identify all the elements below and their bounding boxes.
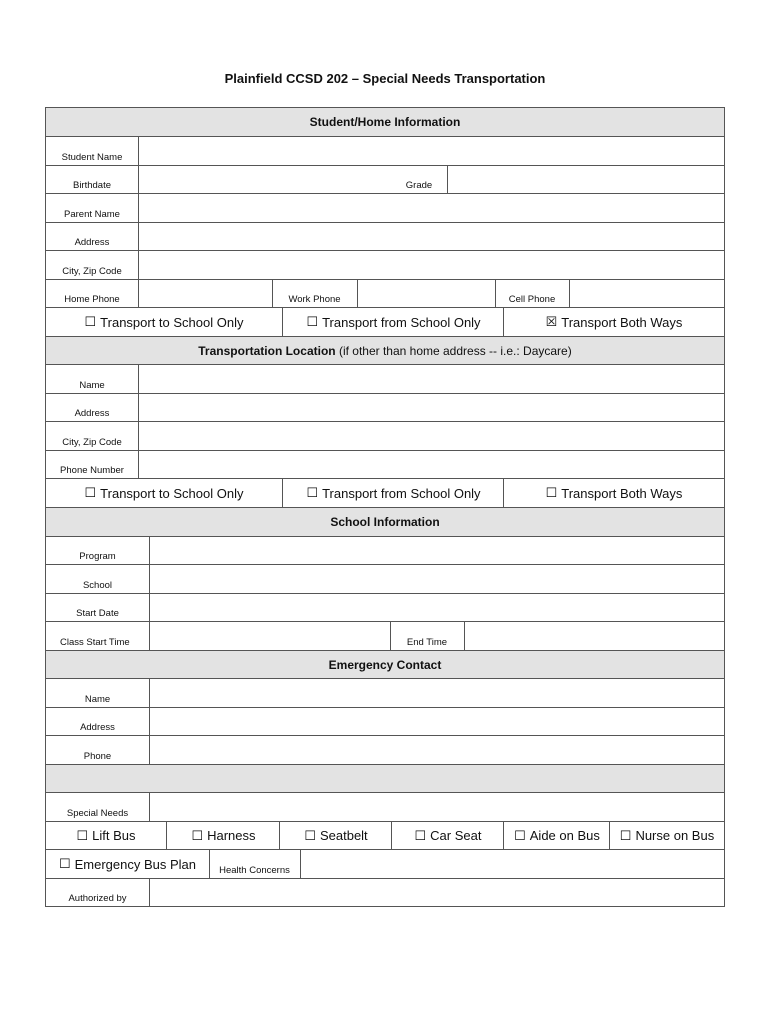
location-transport-to-school-option[interactable] [46,479,282,507]
phones-row [46,280,724,308]
transportation-location-header [46,337,724,365]
transportation-location-note: (if other than home address -- i.e.: Daycare) [335,343,572,358]
checkbox-icon[interactable]: ☐ [191,827,204,843]
option-label: Aide on Bus [529,828,600,843]
city-zip-field[interactable] [138,251,724,279]
birthdate-row [46,166,724,194]
address-label: Address [74,237,110,248]
option-label: Lift Bus [92,828,136,843]
emergency-name-row [46,679,724,708]
location-phone-row [46,451,724,479]
school-row [46,565,724,594]
checkbox-icon[interactable]: ☐ [306,485,319,500]
start-date-label: Start Date [76,608,119,619]
needs-options-row [46,822,724,850]
home-phone-label: Home Phone [64,294,120,305]
student-name-row [46,137,724,166]
work-phone-label: Work Phone [288,294,341,305]
end-time-field[interactable] [464,622,724,650]
emergency-address-field[interactable] [149,708,724,735]
student-name-field[interactable] [138,137,724,165]
home-phone-field[interactable] [138,280,272,307]
emergency-phone-label: Phone [83,751,112,762]
checkbox-icon[interactable]: ☐ [84,485,97,500]
emergency-name-field[interactable] [149,679,724,707]
student-transport-both-ways-option[interactable] [503,308,724,336]
option-label: Transport Both Ways [561,485,683,501]
checkbox-icon[interactable]: ☐ [414,827,427,843]
checkbox-icon[interactable]: ☐ [545,485,558,500]
option-label: Transport Both Ways [561,314,683,330]
school-label: School [82,580,113,591]
aide-on-bus-option[interactable] [503,822,610,849]
location-phone-field[interactable] [138,451,724,478]
cell-phone-label: Cell Phone [508,294,556,305]
school-information-header-text: School Information [330,515,440,529]
cell-phone-field[interactable] [569,280,724,307]
location-address-field[interactable] [138,394,724,421]
location-name-label: Name [79,380,105,391]
program-row [46,537,724,565]
checkbox-icon[interactable]: ☐ [58,856,71,871]
emergency-name-label: Name [84,694,111,705]
option-label: Nurse on Bus [635,828,715,843]
class-start-time-field[interactable] [149,622,390,650]
start-date-row [46,594,724,622]
student-name-label: Student Name [61,152,123,163]
grade-field[interactable] [447,166,724,193]
checkbox-icon[interactable]: ☐ [84,314,97,329]
option-label: Emergency Bus Plan [74,856,197,872]
school-field[interactable] [149,565,724,593]
option-label: Seatbelt [319,828,368,843]
location-transport-both-ways-option[interactable] [503,479,724,507]
location-address-row [46,394,724,422]
checked-checkbox-icon[interactable]: ☒ [545,314,558,329]
option-label: Harness [207,828,256,843]
location-transport-from-school-option[interactable] [282,479,504,507]
end-time-label: End Time [406,637,448,648]
program-field[interactable] [149,537,724,564]
authorized-by-row [46,879,724,906]
work-phone-field[interactable] [357,280,495,307]
location-phone-label: Phone Number [60,465,124,476]
emergency-address-label: Address [80,722,115,733]
emergency-contact-header-text: Emergency Contact [328,657,442,672]
car-seat-option[interactable] [391,822,504,849]
student-transport-from-school-option[interactable] [282,308,504,336]
special-needs-label: Special Needs [66,808,129,819]
option-label: Transport from School Only [322,314,481,330]
authorized-by-field[interactable] [149,879,724,906]
lift-bus-option[interactable] [46,822,166,849]
parent-name-label: Parent Name [64,209,120,220]
location-name-row [46,365,724,394]
parent-name-field[interactable] [138,194,724,222]
location-city-zip-label: City, Zip Code [62,437,122,448]
page-title: Plainfield CCSD 202 – Special Needs Transportation [224,71,546,86]
location-name-field[interactable] [138,365,724,393]
emergency-bus-plan-option[interactable] [46,850,209,878]
address-field[interactable] [138,223,724,250]
checkbox-icon[interactable]: ☐ [304,827,316,843]
emergency-address-row [46,708,724,736]
special-needs-row [46,793,724,822]
student-home-header [46,108,724,137]
class-time-row [46,622,724,651]
transportation-location-title: Transportation Location [198,343,336,358]
checkbox-icon[interactable]: ☐ [306,314,319,329]
seatbelt-option[interactable] [279,822,392,849]
city-zip-row [46,251,724,280]
health-concerns-field[interactable] [300,850,724,878]
harness-option[interactable] [166,822,280,849]
emergency-plan-row [46,850,724,879]
address-row [46,223,724,251]
birthdate-field[interactable] [138,166,391,193]
option-label: Transport from School Only [322,485,481,501]
birthdate-label: Birthdate [72,180,112,191]
student-transport-options-row [46,308,724,337]
nurse-on-bus-option[interactable] [609,822,724,849]
class-start-time-label: Class Start Time [60,637,130,648]
location-transport-options-row [46,479,724,508]
location-address-label: Address [74,408,110,419]
emergency-contact-header [46,651,724,679]
special-needs-field[interactable] [149,793,724,821]
section-separator [46,765,724,793]
authorized-by-label: Authorized by [68,893,127,904]
checkbox-icon[interactable]: ☐ [76,827,89,843]
checkbox-icon[interactable]: ☐ [619,827,632,843]
checkbox-icon[interactable]: ☐ [514,827,526,843]
option-label: Car Seat [430,828,482,843]
parent-name-row [46,194,724,223]
location-city-zip-row [46,422,724,451]
health-concerns-label: Health Concerns [219,865,290,876]
option-label: Transport to School Only [100,314,244,330]
emergency-phone-field[interactable] [149,736,724,764]
emergency-phone-row [46,736,724,765]
grade-label: Grade [405,180,433,191]
student-home-header-text: Student/Home Information [309,115,461,129]
location-city-zip-field[interactable] [138,422,724,450]
option-label: Transport to School Only [100,485,244,501]
student-transport-to-school-option[interactable] [46,308,282,336]
start-date-field[interactable] [149,594,724,621]
school-information-header [46,508,724,537]
transportation-form [45,107,725,907]
city-zip-label: City, Zip Code [62,266,122,277]
program-label: Program [79,551,116,562]
